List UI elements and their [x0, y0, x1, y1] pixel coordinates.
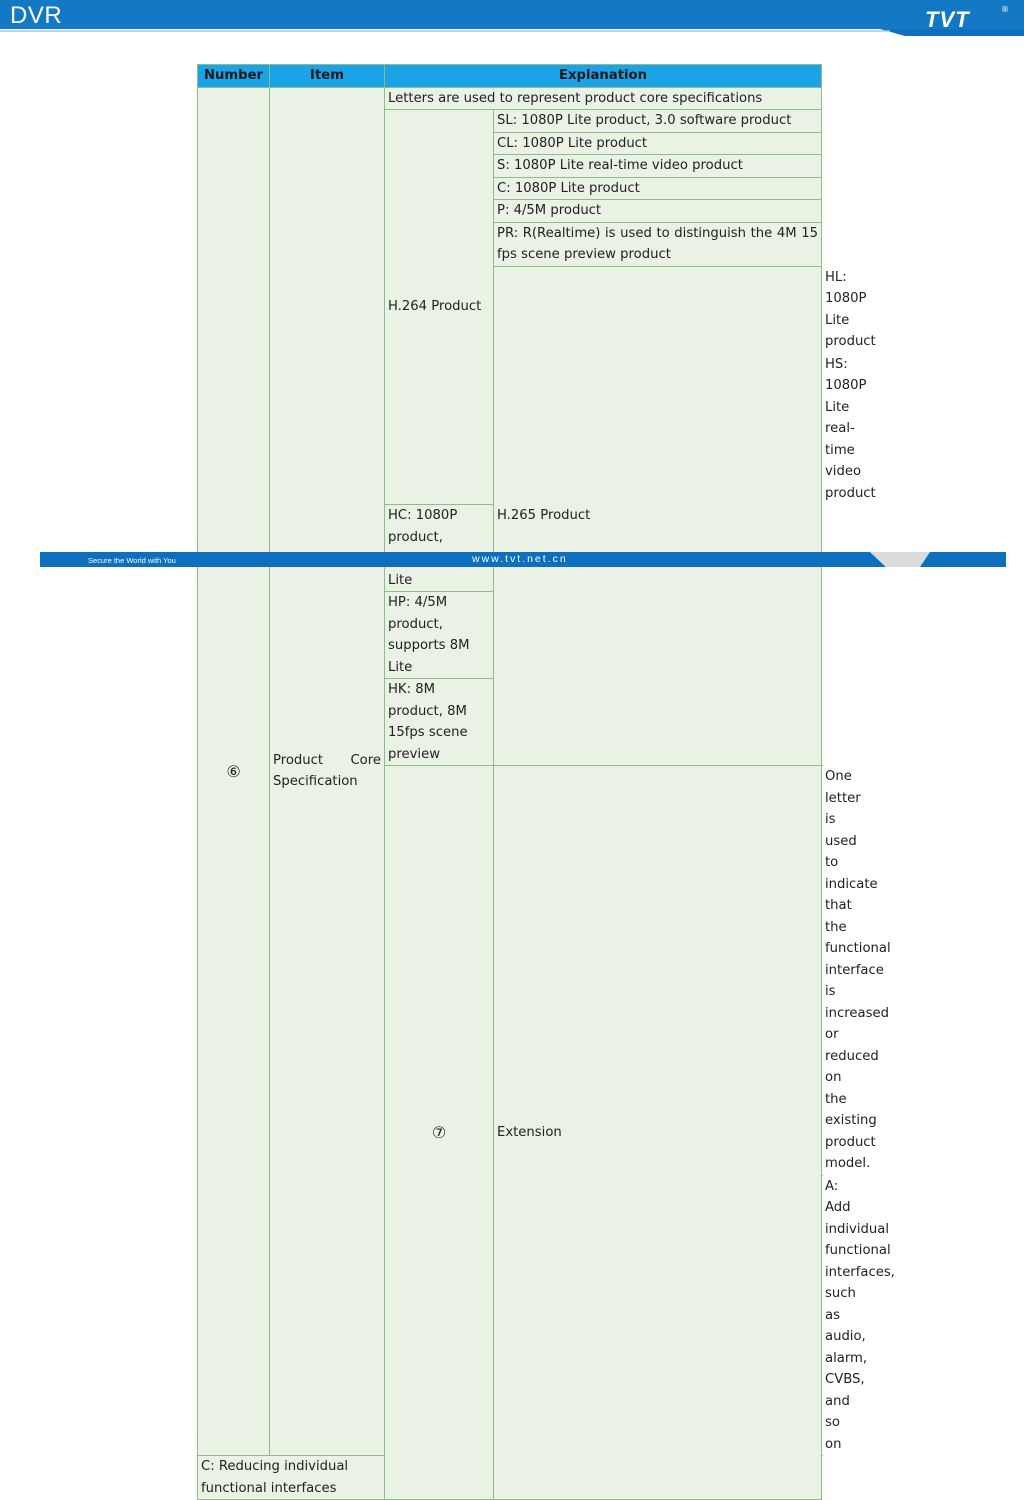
number-cell-7: ⑦ — [385, 766, 494, 1500]
h264-label: H.264 Product — [385, 110, 494, 505]
table-row — [198, 87, 822, 110]
footer-url: www.tvt.net.cn — [472, 553, 568, 565]
table-row: HS: 1080P Lite real-time video product — [825, 356, 876, 501]
h264-spec: PR: R(Realtime) is used to distinguish the 4M 15 fps scene preview product — [494, 222, 822, 266]
column-header-item: Item — [270, 65, 385, 88]
item-cell-extension: Extension — [494, 766, 822, 1500]
h264-spec: S: 1080P Lite real-time video product — [494, 155, 822, 178]
h264-spec: SL: 1080P Lite product, 3.0 software product — [494, 110, 822, 133]
column-header-explanation: Explanation — [385, 65, 822, 88]
specification-table — [197, 64, 895, 1500]
tvt-logo: TVT — [925, 7, 970, 32]
table-row: H.265 Product HL: 1080P Lite product — [198, 266, 822, 353]
column-header-number: Number — [198, 65, 270, 88]
header-background — [0, 0, 1024, 36]
table-header-row — [198, 65, 822, 88]
footer-slogan: Secure the World with You — [88, 556, 176, 565]
h265-spec: HK: 8M product, 8M 15fps scene preview — [385, 679, 494, 766]
extension-explanation: C: Reducing individual functional interfaces — [198, 1456, 385, 1500]
h264-spec: CL: 1080P Lite product — [494, 132, 822, 155]
explanation-intro: Letters are used to represent product core specifications — [385, 87, 822, 110]
item-cell-product-core: Product Core Specification — [270, 87, 385, 1456]
registered-mark: ® — [1001, 5, 1009, 14]
h265-spec: HP: 4/5M product, supports 8M Lite — [385, 592, 494, 679]
h264-spec: C: 1080P Lite product — [494, 177, 822, 200]
number-cell-6: ⑥ — [198, 87, 270, 1456]
table-row: A: Add individual functional interfaces, such as audio, alarm, CVBS, and so on — [825, 1178, 895, 1452]
h265-label: H.265 Product — [494, 266, 822, 766]
h264-spec: P: 4/5M product — [494, 200, 822, 223]
page-title: DVR — [10, 2, 63, 29]
header-bar — [0, 0, 1024, 36]
table-row: ⑦ Extension One letter is used to indicate that the functional interface is increased or reduced on the existing product model. — [198, 766, 822, 1176]
h265-spec: HC: 1080P product, Lite — [385, 505, 494, 592]
